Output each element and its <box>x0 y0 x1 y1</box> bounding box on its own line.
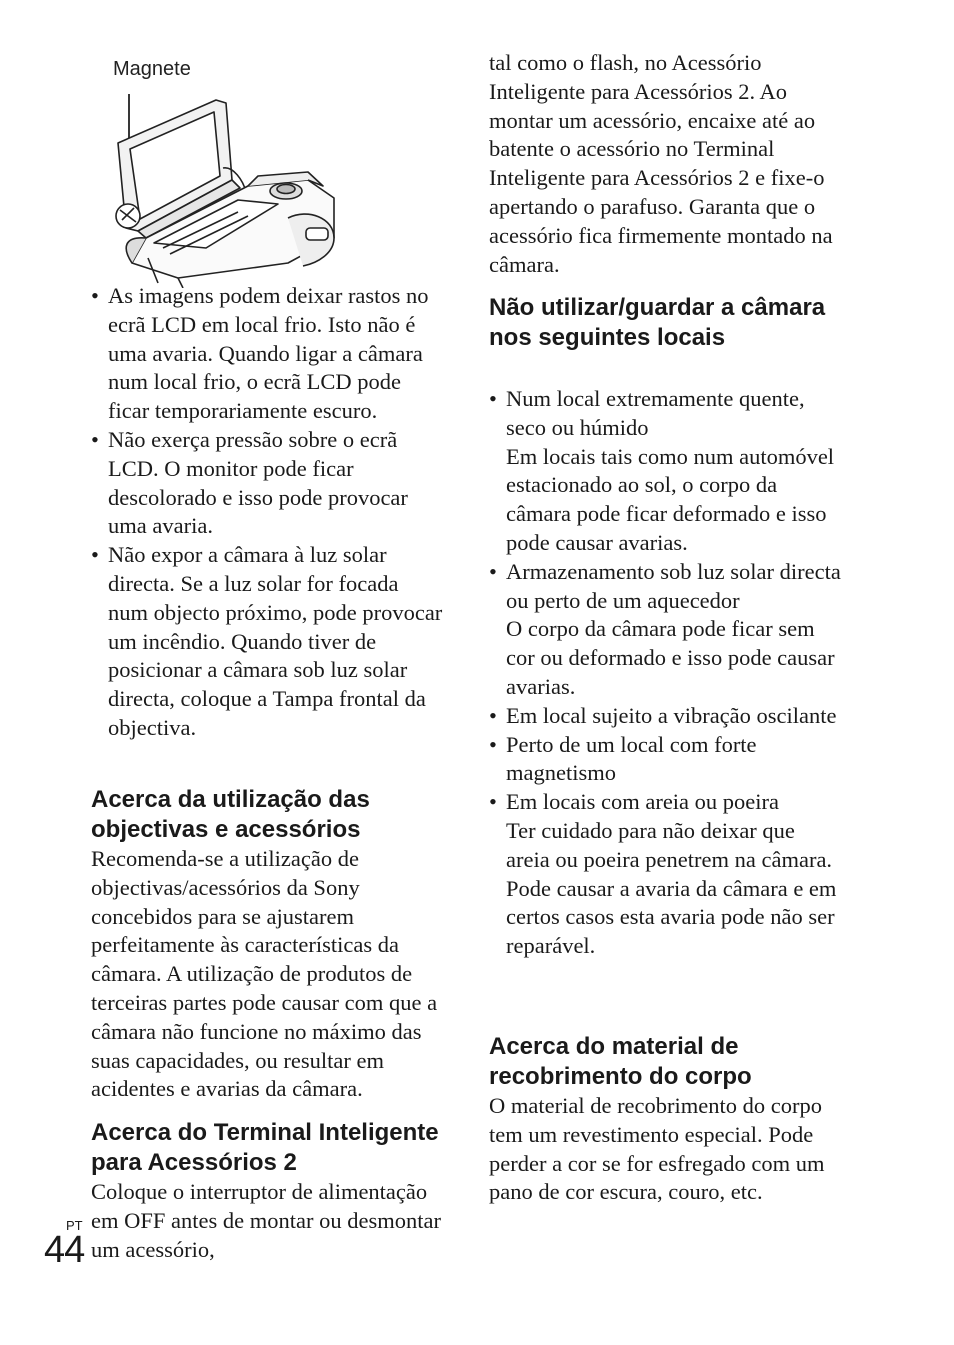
storage-list <box>489 385 844 961</box>
list-item <box>489 385 844 558</box>
list-item <box>489 788 844 961</box>
caution-list <box>91 282 443 743</box>
section-heading-storage: Não utilizar/guardar a câmara nos seguintes locais <box>489 294 826 351</box>
list-item: • Não expor a câmara à luz solar directa. Se a luz solar for focada num objecto próximo, pode provocar um incêndio. Quando tiver de posicionar a câmara sob luz solar directa, coloque a Tampa frontal da objectiva. <box>91 541 443 743</box>
section-body-lenses: Recomenda-se a utilização de objectivas/acessórios da Sony concebidos para se ajustarem perfeitamente às características da câmara. A utilização de produtos de terceiras partes pode causar com que a câmara não funcione no máximo das suas capacidades, ou resultar em acidentes e avarias da câmara. <box>91 846 438 1102</box>
list-item <box>489 731 844 789</box>
list-item-detail: Ter cuidado para não deixar que areia ou poeira penetrem na câmara. Pode causar a avaria da câmara e em certos casos esta avaria pode não ser reparável. <box>506 817 837 959</box>
language-code: PT <box>66 1218 83 1233</box>
list-item-title: Em local sujeito a vibração oscilante <box>506 702 837 728</box>
list-item-detail: O corpo da câmara pode ficar sem cor ou deformado e isso pode causar avarias. <box>506 616 835 699</box>
list-item-detail: Em locais tais como num automóvel estacionado ao sol, o corpo da câmara pode ficar deformado e isso pode causar avarias. <box>506 443 835 555</box>
section-heading-coating: Acerca do material de recobrimento do corpo <box>489 1033 752 1090</box>
list-item <box>489 702 844 731</box>
list-item-title: Perto de um local com forte magnetismo <box>506 731 757 786</box>
list-item: • Não exerça pressão sobre o ecrã LCD. O monitor pode ficar descolorado e isso pode provocar uma avaria. <box>91 426 443 541</box>
list-item-title: Em locais com areia ou poeira <box>506 789 780 815</box>
list-item: • As imagens podem deixar rastos no ecrã LCD em local frio. Isto não é uma avaria. Quando ligar a câmara num local frio, o ecrã LCD pode ficar temporariamente escuro. <box>91 282 443 426</box>
list-item <box>489 558 844 702</box>
section-body-terminal: Coloque o interruptor de alimentação em OFF antes de montar ou desmontar um acessório, <box>91 1179 441 1262</box>
list-item-title: Num local extremamente quente, seco ou húmido <box>506 386 805 440</box>
list-item-title: Armazenamento sob luz solar directa ou perto de um aquecedor <box>506 558 841 613</box>
section-body-coating: O material de recobrimento do corpo tem um revestimento especial. Pode perder a cor se for esfregado com um pano de cor escura, couro, etc. <box>489 1093 825 1205</box>
section-heading-terminal: Acerca do Terminal Inteligente para Acessórios 2 <box>91 1119 439 1176</box>
camera-lcd-illustration <box>108 88 343 288</box>
figure-label-magnet: Magnete <box>113 58 191 80</box>
section-heading-lenses: Acerca da utilização das objectivas e acessórios <box>91 786 370 843</box>
terminal-continuation: tal como o flash, no Acessório Inteligente para Acessórios 2. Ao montar um acessório, encaixe até ao batente o acessório no Terminal Inteligente para Acessórios 2 e fixe-o apertando o parafuso. Garanta que o acessório fica firmemente montado na câmara. <box>489 50 833 277</box>
page-number: 44 <box>44 1229 85 1271</box>
